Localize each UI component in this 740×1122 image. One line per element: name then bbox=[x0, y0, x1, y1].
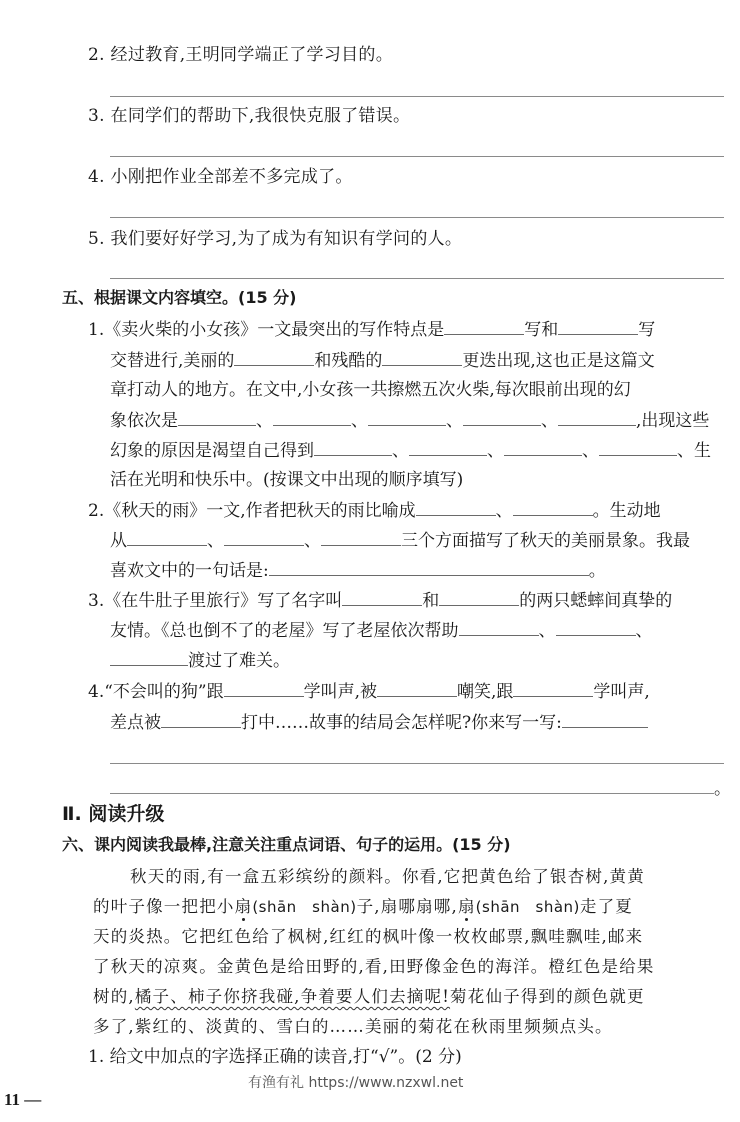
blank[interactable] bbox=[321, 529, 401, 546]
answer-line-2[interactable] bbox=[110, 96, 724, 97]
s5-q1-line4: 象依次是 、 、 、 、 ,出现这些 bbox=[110, 411, 710, 431]
s5-q4-line1: 4.“不会叫的狗”跟 学叫声,被 嘲笑,跟 学叫声, bbox=[88, 682, 650, 702]
answer-line-3[interactable] bbox=[110, 156, 724, 157]
passage-line-5: 树的,橘子、柿子你挤我碰,争着要人们去摘呢!菊花仙子得到的颜色就更 bbox=[93, 987, 645, 1006]
blank[interactable] bbox=[382, 349, 462, 366]
blank[interactable] bbox=[224, 529, 304, 546]
blank[interactable] bbox=[110, 649, 188, 666]
s5-q3-line3: 渡过了难关。 bbox=[110, 649, 290, 672]
s5-q4-line2: 差点被 打中……故事的结局会怎样呢?你来写一写: bbox=[110, 711, 648, 734]
passage-line-2: 的叶子像一把把小扇(shān shàn)子,扇哪扇哪,扇(shān shàn)走了夏 bbox=[93, 897, 634, 916]
s5-q2-line2: 从 、 、 三个方面描写了秋天的美丽景象。我最 bbox=[110, 531, 690, 551]
rewrite-question-3: 3. 在同学们的帮助下,我很快克服了错误。 bbox=[88, 106, 411, 126]
s5-q2-line3: 喜欢文中的一句话是: 。 bbox=[110, 561, 606, 581]
blank[interactable] bbox=[224, 680, 304, 697]
dotted-char: 扇 bbox=[234, 897, 253, 916]
blank[interactable] bbox=[416, 499, 496, 516]
blank[interactable] bbox=[127, 529, 207, 546]
blank[interactable] bbox=[513, 499, 593, 516]
q4-end-period: 。 bbox=[714, 779, 731, 799]
s5-q1-line3: 章打动人的地方。在文中,小女孩一共擦燃五次火柴,每次眼前出现的幻 bbox=[110, 380, 631, 400]
blank[interactable] bbox=[161, 711, 241, 728]
pinyin-options-1[interactable]: (shān shàn) bbox=[252, 898, 357, 916]
passage-line-4: 了秋天的凉爽。金黄色是给田野的,看,田野像金色的海洋。橙红色是给果 bbox=[93, 957, 655, 976]
passage-line-3: 天的炎热。它把红色给了枫树,红红的枫叶像一枚枚邮票,飘哇飘哇,邮来 bbox=[93, 927, 644, 946]
section-5-heading: 五、根据课文内容填空。(15 分) bbox=[62, 288, 297, 307]
blank[interactable] bbox=[178, 409, 256, 426]
blank[interactable] bbox=[342, 589, 422, 606]
answer-line-q4-b[interactable] bbox=[110, 793, 714, 794]
s5-q1-line6: 活在光明和快乐中。(按课文中出现的顺序填写) bbox=[110, 470, 464, 490]
s5-q1-line1: 1.《卖火柴的小女孩》一文最突出的写作特点是 写和 写 bbox=[88, 320, 656, 340]
answer-line-q4-a[interactable] bbox=[110, 763, 724, 764]
dotted-char: 扇 bbox=[457, 897, 476, 916]
part-2-title: Ⅱ. 阅读升级 bbox=[62, 803, 165, 825]
s5-q1-line2: 交替进行,美丽的 和残酷的 更迭出现,这也正是这篇文 bbox=[110, 351, 655, 371]
s5-q2-line1: 2.《秋天的雨》一文,作者把秋天的雨比喻成 、 。生动地 bbox=[88, 501, 661, 521]
blank[interactable] bbox=[513, 680, 593, 697]
blank[interactable] bbox=[234, 349, 314, 366]
rewrite-question-2: 2. 经过教育,王明同学端正了学习目的。 bbox=[88, 45, 394, 65]
wavy-underlined-sentence: 橘子、柿子你挤我碰,争着要人们去摘呢! bbox=[134, 987, 451, 1006]
answer-line-4[interactable] bbox=[110, 217, 724, 218]
blank[interactable] bbox=[599, 439, 677, 456]
watermark: 有渔有礼 https://www.nzxwl.net bbox=[248, 1075, 464, 1091]
s5-q3-line1: 3.《在牛肚子里旅行》写了名字叫 和 的两只蟋蟀间真挚的 bbox=[88, 591, 673, 611]
rewrite-question-4: 4. 小刚把作业全部差不多完成了。 bbox=[88, 167, 353, 187]
blank[interactable] bbox=[368, 409, 446, 426]
blank[interactable] bbox=[377, 680, 457, 697]
blank[interactable] bbox=[314, 439, 392, 456]
blank[interactable] bbox=[556, 619, 636, 636]
blank[interactable] bbox=[459, 619, 539, 636]
s5-q1-line5: 幻象的原因是渴望自己得到 、 、 、 、生 bbox=[110, 441, 711, 461]
blank[interactable] bbox=[444, 318, 524, 335]
rewrite-question-5: 5. 我们要好好学习,为了成为有知识有学问的人。 bbox=[88, 229, 463, 249]
blank[interactable] bbox=[439, 589, 519, 606]
passage-line-1: 秋天的雨,有一盒五彩缤纷的颜料。你看,它把黄色给了银杏树,黄黄 bbox=[130, 867, 645, 886]
blank[interactable] bbox=[562, 711, 648, 728]
pinyin-options-2[interactable]: (shān shàn) bbox=[475, 898, 580, 916]
s5-q3-line2: 友情。《总也倒不了的老屋》写了老屋依次帮助 、 、 bbox=[110, 621, 653, 641]
blank[interactable] bbox=[463, 409, 541, 426]
page-number: 11 — bbox=[4, 1090, 42, 1109]
blank[interactable] bbox=[409, 439, 487, 456]
s6-question-1: 1. 给文中加点的字选择正确的读音,打“√”。(2 分) bbox=[88, 1047, 462, 1067]
section-6-heading: 六、课内阅读我最棒,注意关注重点词语、句子的运用。(15 分) bbox=[62, 835, 511, 854]
answer-line-5[interactable] bbox=[110, 278, 724, 279]
blank[interactable] bbox=[273, 409, 351, 426]
passage-line-6: 多了,紫红的、淡黄的、雪白的……美丽的菊花在秋雨里频频点头。 bbox=[93, 1017, 613, 1036]
blank[interactable] bbox=[558, 409, 636, 426]
blank[interactable] bbox=[504, 439, 582, 456]
blank[interactable] bbox=[558, 318, 638, 335]
blank[interactable] bbox=[269, 559, 589, 576]
